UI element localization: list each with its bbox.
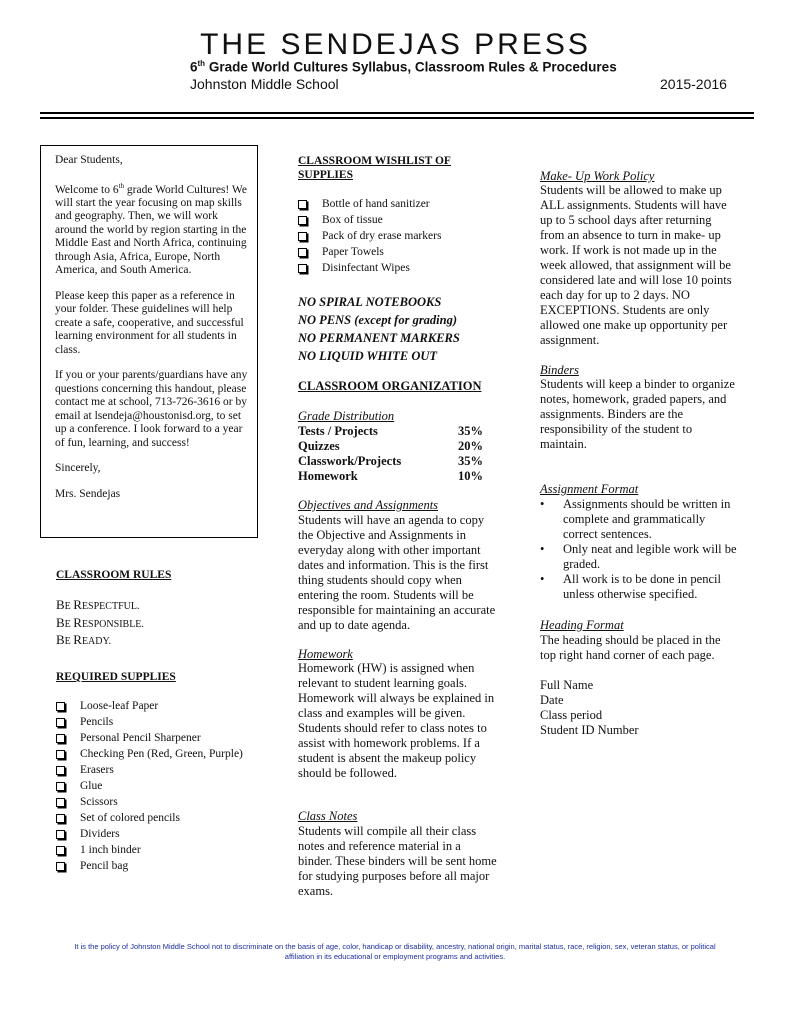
rule-item xyxy=(56,597,144,615)
rule-cap: R xyxy=(73,614,82,630)
list-item xyxy=(56,746,243,762)
supply-label: Erasers xyxy=(80,764,114,776)
heading-format-lines xyxy=(540,678,639,738)
prohibited-item: NO PERMANENT MARKERS xyxy=(298,331,460,345)
grade-percent: 10% xyxy=(458,469,483,483)
rule-item xyxy=(56,615,144,633)
objectives-heading: Objectives and Assignments xyxy=(298,498,439,512)
class-notes-heading: Class Notes xyxy=(298,809,358,823)
table-row xyxy=(298,469,483,484)
prohibited-item: NO SPIRAL NOTEBOOKS xyxy=(298,295,442,309)
makeup-policy-text: Students will be allowed to make up ALL assignments. Students will have up to 5 school days after returning from an absence to turn in make- up work. If work is not made up in the week allowed, that assignment will be considered late and will lose 10 points each day for up to 2 days. NO EXCEPTIONS. Students are only allowed one make up opportunity per assignment. xyxy=(540,183,732,347)
grade-distribution-heading: Grade Distribution xyxy=(298,409,395,423)
list-item: • Only neat and legible work will be graded. xyxy=(540,542,740,572)
letter-paragraph-2: Please keep this paper as a reference in your folder. These guidelines will help create a safe, cooperative, and successful learning environment for all students in class. xyxy=(55,289,244,356)
list-item xyxy=(56,698,243,714)
list-item: • Assignments should be written in complete and grammatically correct sentences. xyxy=(540,497,740,542)
wishlist-label: Pack of dry erase markers xyxy=(322,230,442,242)
letter-paragraph-1 xyxy=(55,180,251,278)
wishlist-label: Box of tissue xyxy=(322,214,383,226)
prohibited-item: NO PENS (except for grading) xyxy=(298,313,458,327)
list-item xyxy=(56,794,243,810)
assignment-format-list xyxy=(540,497,740,602)
checkbox-icon xyxy=(56,766,65,775)
list-item xyxy=(298,196,441,212)
list-item xyxy=(56,858,243,874)
supply-label: Set of colored pencils xyxy=(80,812,180,824)
rule-cap: B xyxy=(56,614,65,630)
supply-label: Dividers xyxy=(80,828,120,840)
list-item xyxy=(56,762,243,778)
rule-cap: B xyxy=(56,632,65,647)
list-item xyxy=(298,212,441,228)
list-item: • All work is to be done in pencil unless otherwise specified. xyxy=(540,572,740,602)
rules-heading: CLASSROOM RULES xyxy=(56,569,172,581)
homework-text: Homework (HW) is assigned when relevant to student learning goals. Homework will always be explained in class and examples will be given. Students should refer to class notes to assist with homework problems. If a student is absent the makeup policy should be followed. xyxy=(298,661,495,780)
heading-line: Date xyxy=(540,693,564,707)
header-divider-bottom xyxy=(40,117,754,119)
objectives-text: Students will have an agenda to copy the Objective and Assignments in everyday along with other important dates and information. This is the first thing students should copy when entering the room. Students will be responsible for maintaining an accurate and up to date agenda. xyxy=(298,513,496,632)
rule-rest: E xyxy=(64,601,74,612)
list-item xyxy=(56,842,243,858)
school-name: Johnston Middle School xyxy=(190,76,339,92)
grade-suffix: th xyxy=(197,59,206,68)
table-row xyxy=(298,439,483,454)
homework-heading: Homework xyxy=(298,647,353,661)
list-item xyxy=(298,228,441,244)
supply-label: Glue xyxy=(80,780,103,792)
makeup-policy-heading: Make- Up Work Policy xyxy=(540,169,655,183)
grade-percent: 35% xyxy=(458,424,483,438)
rule-cap: R xyxy=(73,597,82,612)
rule-rest: EADY. xyxy=(81,636,111,647)
school-year: 2015-2016 xyxy=(660,76,727,92)
heading-line: Student ID Number xyxy=(540,723,639,737)
checkbox-icon xyxy=(298,216,307,225)
welcome-letter xyxy=(40,145,258,538)
binders-heading: Binders xyxy=(540,363,579,377)
heading-line: Class period xyxy=(540,708,603,722)
checkbox-icon xyxy=(56,846,65,855)
nondiscrimination-footer xyxy=(55,942,735,961)
grade-percent: 20% xyxy=(458,439,483,453)
grade-label: Classwork/Projects xyxy=(298,454,402,468)
rule-rest: ESPONSIBLE. xyxy=(81,618,144,630)
wishlist-label: Bottle of hand sanitizer xyxy=(322,198,430,210)
list-item xyxy=(56,826,243,842)
grade-label: Homework xyxy=(298,469,358,483)
checkbox-icon xyxy=(56,862,65,871)
heading-line: Full Name xyxy=(540,678,594,692)
checkbox-icon xyxy=(298,264,307,273)
wishlist-label: Paper Towels xyxy=(322,246,384,258)
grade-number: 6 xyxy=(190,59,198,75)
rule-rest: ESPECTFUL. xyxy=(81,601,140,612)
letter-p1-end: grade World Cultures! We will start the year focusing on map skills and geography. Then, we will work around the world by region starting in the Middle East and North Africa, continuing through Asia, Africa, Europe, North America, and South America. xyxy=(55,183,247,277)
checkbox-icon xyxy=(56,734,65,743)
checkbox-icon xyxy=(298,232,307,241)
checkbox-icon xyxy=(56,718,65,727)
checkbox-icon xyxy=(56,814,65,823)
rule-cap: B xyxy=(56,597,65,612)
grade-label: Tests / Projects xyxy=(298,424,378,438)
letter-closing: Sincerely, xyxy=(55,462,101,475)
rule-cap: R xyxy=(73,632,82,647)
supply-label: Scissors xyxy=(80,796,118,808)
page-title: THE SENDEJAS PRESS xyxy=(200,28,591,61)
list-item xyxy=(298,244,441,260)
organization-heading: CLASSROOM ORGANIZATION xyxy=(298,379,482,393)
letter-signature: Mrs. Sendejas xyxy=(55,487,121,500)
checkbox-icon xyxy=(298,248,307,257)
letter-paragraph-3: If you or your parents/guardians have any questions concerning this handout, please contact me at school, 713-726-3616 or by email at lsendeja@houstonisd.org, to set up a conference. I look forward to a year of fun, learning, and success! xyxy=(55,369,248,449)
class-notes-text: Students will compile all their class notes and reference material in a binder. These binders will be sent home for studying purposes before all major exams. xyxy=(298,824,497,898)
supplies-list xyxy=(56,698,243,874)
letter-p1-start: Welcome to 6 xyxy=(55,183,119,196)
supply-label: Loose-leaf Paper xyxy=(80,700,159,712)
checkbox-icon xyxy=(56,798,65,807)
subtitle-text: Grade World Cultures Syllabus, Classroom Rules & Procedures xyxy=(205,59,617,75)
grade-distribution-table xyxy=(298,424,483,484)
footer-line: affiliation in its educational or employment programs and activities. xyxy=(284,951,506,961)
rule-rest: E xyxy=(64,636,74,647)
grade-label: Quizzes xyxy=(298,439,340,453)
checkbox-icon xyxy=(56,830,65,839)
checkbox-icon xyxy=(56,750,65,759)
checkbox-icon xyxy=(298,200,307,209)
list-item xyxy=(298,260,441,276)
prohibited-item: NO LIQUID WHITE OUT xyxy=(298,349,438,363)
page-subtitle xyxy=(190,59,617,75)
checkbox-icon xyxy=(56,782,65,791)
supply-label: Checking Pen (Red, Green, Purple) xyxy=(80,748,243,760)
assignment-format-heading: Assignment Format xyxy=(540,482,639,496)
wishlist-list xyxy=(298,196,441,276)
letter-p1-sup: th xyxy=(118,181,125,190)
supply-label: Pencils xyxy=(80,716,114,728)
prohibited-items xyxy=(298,293,460,365)
heading-format-text: The heading should be placed in the top right hand corner of each page. xyxy=(540,633,721,662)
heading-format-heading: Heading Format xyxy=(540,618,624,632)
table-row xyxy=(298,424,483,439)
rule-rest: E xyxy=(64,618,74,630)
list-item xyxy=(56,714,243,730)
header-divider-top xyxy=(40,112,754,114)
grade-percent: 35% xyxy=(458,454,483,468)
supply-label: Pencil bag xyxy=(80,860,129,872)
rules-list xyxy=(56,597,144,650)
wishlist-heading: CLASSROOM WISHLIST OF SUPPLIES xyxy=(298,155,451,181)
supply-label: Personal Pencil Sharpener xyxy=(80,732,201,744)
list-item xyxy=(56,810,243,826)
checkbox-icon xyxy=(56,702,65,711)
letter-greeting: Dear Students, xyxy=(55,154,123,166)
list-item xyxy=(56,778,243,794)
rule-item xyxy=(56,632,144,650)
supplies-heading: REQUIRED SUPPLIES xyxy=(56,671,176,683)
wishlist-label: Disinfectant Wipes xyxy=(322,262,410,274)
footer-line: It is the policy of Johnston Middle School not to discriminate on the basis of age, color, handicap or disability, ancestry, national origin, marital status, race, religion, sex, veteran status, or political xyxy=(74,942,716,951)
binders-text: Students will keep a binder to organize notes, homework, graded papers, and assignments. Binders are the responsibility of the student to maintain. xyxy=(540,377,735,451)
supply-label: 1 inch binder xyxy=(80,844,141,856)
table-row xyxy=(298,454,483,469)
list-item xyxy=(56,730,243,746)
